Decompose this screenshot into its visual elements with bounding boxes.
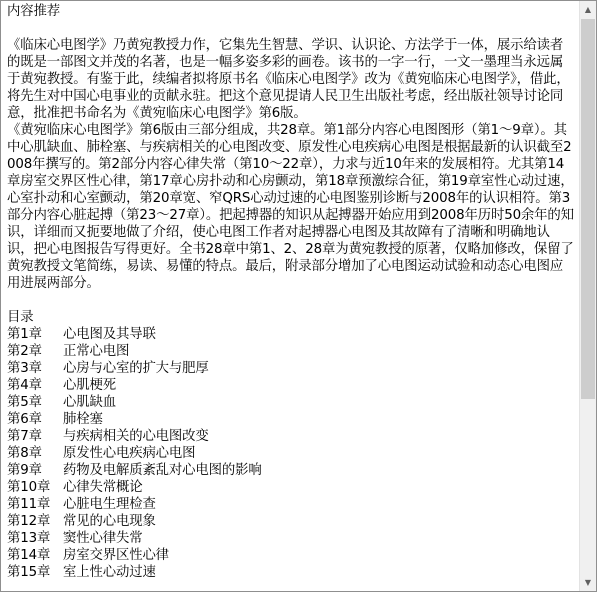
table-of-contents (7, 326, 576, 581)
chapter-title: 药物及电解质紊乱对心电图的影响 (63, 463, 262, 478)
chapter-number: 第9章 (7, 463, 42, 478)
intro-paragraph: 《临床心电图学》乃黄宛教授力作，它集先生智慧、学识、认识论、方法学于一体，展示给读者的既是一部图文并茂的名著，也是一幅多姿多彩的画卷。该书的一字一行，一文一墨理当永远属于黄宛教授。有鉴于此，续编者拟将原书名《临床心电图学》改为《黄宛临床心电图学》，借此，将先生对中国心电事业的贡献永驻。把这个意见提请人民卫生出版社考虑，经出版社领导讨论同意，批准把书命名为《黄宛临床心电图学》第6版。 (7, 38, 570, 121)
chapter-number: 第4章 (7, 378, 42, 393)
toc-item (7, 326, 576, 343)
chapter-title: 心电图及其导联 (63, 327, 156, 342)
chapter-number: 第11章 (7, 497, 51, 512)
chapter-title: 心房与心室的扩大与肥厚 (63, 361, 209, 376)
chapter-number: 第8章 (7, 446, 42, 461)
chapter-number: 第1章 (7, 327, 42, 342)
chapter-number: 第15章 (7, 565, 51, 580)
document-content (1, 1, 580, 591)
structure-paragraph: 《黄宛临床心电图学》第6版由三部分组成，共28章。第1部分内容心电图图形（第1～9章）。其中心肌缺血、肺栓塞、与疾病相关的心电图改变、原发性心电疾病心电图是根据最新的认识截至2008年撰写的。第2部分内容心律失常（第10～22章），力求与近10年来的发展相符。尤其第14章房室交界区性心律，第17章心房扑动和心房颤动，第18章预激综合征，第19章室性心动过速，心室扑动和心室颤动，第20章宽、窄QRS心动过速的心电图鉴别诊断与2008年的认识相符。第3部分内容心脏起搏（第23～27章）。把起搏器的知识从起搏器开始应用到2008年历时50余年的知识，详细而又扼要地做了介绍，使心电图工作者对起搏器心电图及其故障有了清晰和明确地认识，把心电图报告写得更好。全书28章中第1、2、28章为黄宛教授的原著，仅略加修改，保留了黄宛教授文笔简练，易读、易懂的特点。最后，附录部分增加了心电图运动试验和动态心电图应用进展两部分。 (7, 123, 574, 291)
toc-item (7, 360, 576, 377)
chapter-number: 第13章 (7, 531, 51, 546)
chapter-title: 肺栓塞 (63, 412, 103, 427)
chapter-number: 第12章 (7, 514, 51, 529)
chapter-number: 第3章 (7, 361, 42, 376)
toc-item (7, 377, 576, 394)
toc-item (7, 343, 576, 360)
chapter-title: 窦性心律失常 (63, 531, 143, 546)
section-heading: 内容推荐 (7, 4, 60, 19)
toc-item (7, 445, 576, 462)
scroll-up-arrow-icon[interactable]: ▲ (584, 5, 592, 14)
chapter-number: 第2章 (7, 344, 42, 359)
chapter-title: 心肌梗死 (63, 378, 116, 393)
toc-item (7, 479, 576, 496)
scrollbar-thumb[interactable] (581, 19, 595, 399)
toc-item (7, 462, 576, 479)
chapter-number: 第5章 (7, 395, 42, 410)
chapter-title: 常见的心电现象 (63, 514, 156, 529)
toc-item (7, 513, 576, 530)
chapter-title: 原发性心电疾病心电图 (63, 446, 196, 461)
toc-item (7, 394, 576, 411)
chapter-title: 与疾病相关的心电图改变 (63, 429, 209, 444)
chapter-title: 正常心电图 (63, 344, 130, 359)
chapter-title: 室上性心动过速 (63, 565, 156, 580)
chapter-number: 第14章 (7, 548, 51, 563)
toc-item (7, 428, 576, 445)
chapter-title: 心肌缺血 (63, 395, 116, 410)
toc-title: 目录 (7, 310, 34, 325)
toc-item (7, 411, 576, 428)
toc-item (7, 547, 576, 564)
toc-item (7, 530, 576, 547)
chapter-number: 第10章 (7, 480, 51, 495)
chapter-title: 房室交界区性心律 (63, 548, 169, 563)
chapter-title: 心律失常概论 (63, 480, 143, 495)
toc-item (7, 496, 576, 513)
chapter-number: 第7章 (7, 429, 42, 444)
chapter-number: 第6章 (7, 412, 42, 427)
chapter-title: 心脏电生理检查 (63, 497, 156, 512)
scroll-down-arrow-icon[interactable]: ▼ (584, 578, 592, 587)
vertical-scrollbar[interactable] (579, 1, 596, 591)
toc-item (7, 564, 576, 581)
